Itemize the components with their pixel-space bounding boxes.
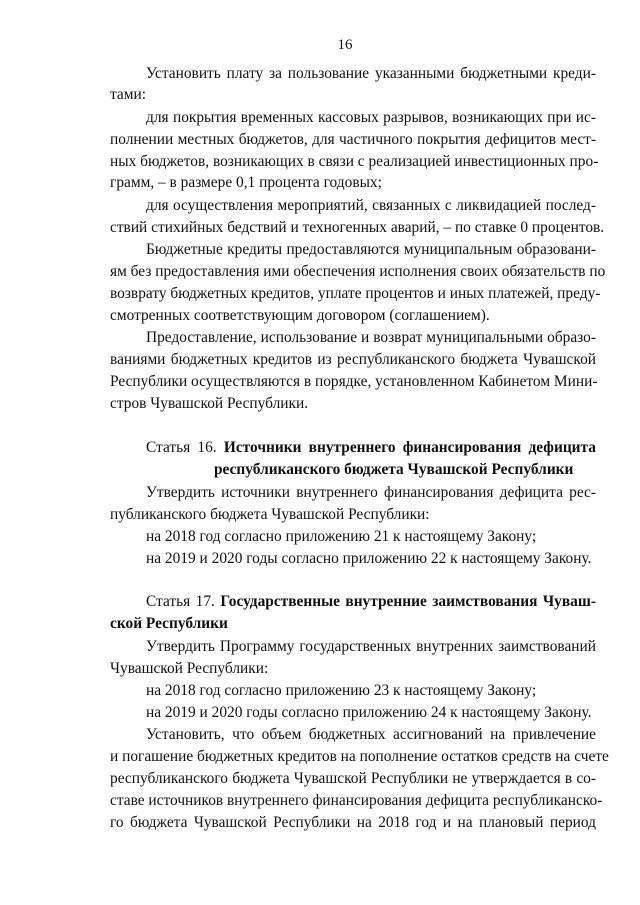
text-line: ваниями бюджетных кредитов из республиканского бюджета Чувашской <box>110 351 596 368</box>
text-line: стров Чувашской Республики. <box>110 395 309 412</box>
text-line: ставе источников внутреннего финансирования дефицита республиканско- <box>110 792 603 809</box>
text-line: Установить, что объем бюджетных ассигнований на привлечение <box>146 726 596 743</box>
text-line: для осуществления мероприятий, связанных с ликвидацией послед- <box>146 197 596 214</box>
text-line: смотренных соответствующим договором (соглашением). <box>110 307 490 324</box>
text-line: ям без предоставления ими обеспечения исполнения своих обязательств по <box>110 263 606 280</box>
article-17-label: Статья 17. <box>146 593 221 610</box>
text-line: Установить плату за пользование указанными бюджетными креди- <box>146 65 596 82</box>
article-16-heading <box>146 438 596 458</box>
text-line: Предоставление, использование и возврат муниципальными образо- <box>146 329 596 346</box>
text-line: на 2019 и 2020 годы согласно приложению 22 к настоящему Закону. <box>146 550 592 567</box>
text-line: Чувашской Республики: <box>110 660 269 677</box>
article-16-title: Источники внутреннего финансирования дефицита <box>223 439 596 456</box>
page-number: 16 <box>337 37 353 53</box>
text-line: для покрытия временных кассовых разрывов, возникающих при ис- <box>146 109 596 126</box>
text-line: Республики осуществляются в порядке, установленном Кабинетом Мини- <box>110 373 598 390</box>
text-line: Утвердить источники внутреннего финансирования дефицита рес- <box>146 484 596 501</box>
text-line: ных бюджетов, возникающих в связи с реализацией инвестиционных про- <box>110 153 599 170</box>
text-line: тами: <box>110 86 146 103</box>
text-line: публиканского бюджета Чувашской Республики: <box>110 506 430 523</box>
text-line: на 2019 и 2020 годы согласно приложению 24 к настоящему Закону. <box>146 704 592 721</box>
text-line: Бюджетные кредиты предоставляются муниципальным образовани- <box>146 241 596 258</box>
text-line: и погашение бюджетных кредитов на пополнение остатков средств на счете <box>110 748 609 765</box>
article-16-label: Статья 16. <box>146 439 224 456</box>
text-line: на 2018 год согласно приложению 23 к настоящему Закону; <box>146 682 537 699</box>
article-17-title: Государственные внутренние заимствования Чуваш- <box>220 593 596 610</box>
text-line: ствий стихийных бедствий и техногенных аварий, – по ставке 0 процентов. <box>110 219 605 236</box>
article-16-title-cont: республиканского бюджета Чувашской Республики <box>214 461 574 478</box>
text-line: го бюджета Чувашской Республики на 2018 год и на плановый период <box>110 814 596 831</box>
article-17-heading <box>146 592 596 612</box>
text-line: Утвердить Программу государственных внутренних заимствований <box>146 638 596 655</box>
text-line: возврату бюджетных кредитов, уплате процентов и иных платежей, преду- <box>110 285 601 302</box>
article-17-title-cont: ской Республики <box>110 615 228 632</box>
text-line: полнении местных бюджетов, для частичного покрытия дефицитов мест- <box>110 131 596 148</box>
text-line: грамм, – в размере 0,1 процента годовых; <box>110 174 382 191</box>
text-line: республиканского бюджета Чувашской Республики не утверждается в со- <box>110 770 596 787</box>
text-line: на 2018 год согласно приложению 21 к настоящему Закону; <box>146 528 537 545</box>
